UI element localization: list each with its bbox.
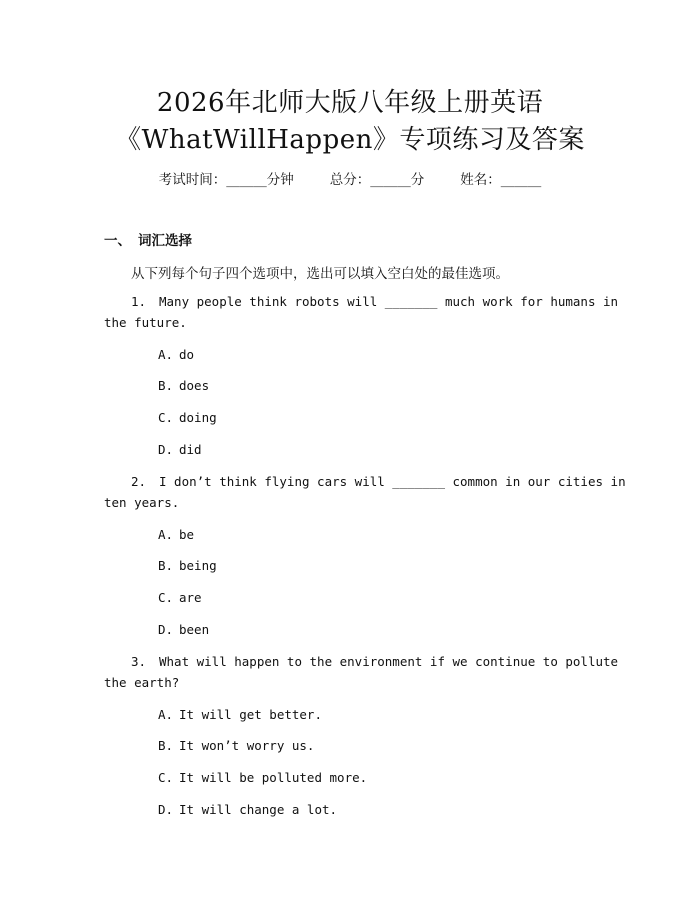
score-unit: 分 bbox=[410, 172, 425, 188]
question-1-line-2: the future. bbox=[104, 315, 187, 330]
question-1-option-b bbox=[158, 378, 209, 393]
option-text: It won’t worry us. bbox=[179, 738, 315, 753]
option-text: do bbox=[179, 347, 195, 362]
name-label: 姓名： bbox=[460, 172, 501, 188]
question-3-number: 3. bbox=[131, 654, 147, 669]
question-2-line-1 bbox=[131, 474, 626, 489]
question-2-text: I don’t think flying cars will _______ common in our cities in bbox=[159, 474, 626, 489]
option-letter: A. bbox=[158, 347, 174, 362]
section-title: 词汇选择 bbox=[138, 233, 192, 249]
option-letter: C. bbox=[158, 770, 174, 785]
question-2-option-b bbox=[158, 558, 217, 573]
document-title-line-1: 2026年北师大版八年级上册英语 bbox=[156, 88, 544, 118]
option-text: did bbox=[179, 442, 202, 457]
question-2-line-2: ten years. bbox=[104, 495, 180, 510]
option-text: does bbox=[179, 378, 210, 393]
time-label: 考试时间： bbox=[158, 172, 227, 188]
option-letter: D. bbox=[158, 442, 174, 457]
question-3-line-1 bbox=[131, 654, 618, 669]
option-letter: D. bbox=[158, 802, 174, 817]
option-text: It will be polluted more. bbox=[179, 770, 368, 785]
section-instruction: 从下列每个句子四个选项中，选出可以填入空白处的最佳选项。 bbox=[131, 266, 509, 282]
question-3-option-d bbox=[158, 802, 337, 817]
question-1-line-1 bbox=[131, 294, 618, 309]
question-3-text: What will happen to the environment if we continue to pollute bbox=[159, 654, 619, 669]
document-title-line-2: 《WhatWillHappen》专项练习及答案 bbox=[115, 125, 585, 155]
question-1-text: Many people think robots will _______ much work for humans in bbox=[159, 294, 619, 309]
section-number: 一、 bbox=[104, 233, 131, 249]
score-label: 总分： bbox=[329, 172, 371, 188]
option-text: been bbox=[179, 622, 210, 637]
option-letter: C. bbox=[158, 410, 174, 425]
question-1-number: 1. bbox=[131, 294, 147, 309]
question-1-option-c bbox=[158, 410, 217, 425]
question-3-option-c bbox=[158, 770, 367, 785]
option-text: doing bbox=[179, 410, 217, 425]
question-2-option-c bbox=[158, 590, 202, 605]
question-3-option-a bbox=[158, 707, 322, 722]
option-text: It will change a lot. bbox=[179, 802, 338, 817]
option-text: are bbox=[179, 590, 202, 605]
option-letter: B. bbox=[158, 738, 174, 753]
option-text: being bbox=[179, 558, 217, 573]
exam-info-row bbox=[0, 168, 700, 188]
question-3-option-b bbox=[158, 738, 314, 753]
question-1-option-d bbox=[158, 442, 202, 457]
option-letter: C. bbox=[158, 590, 174, 605]
option-letter: B. bbox=[158, 378, 174, 393]
question-2-number: 2. bbox=[131, 474, 147, 489]
option-letter: A. bbox=[158, 707, 174, 722]
question-1-option-a bbox=[158, 347, 194, 362]
option-letter: D. bbox=[158, 622, 174, 637]
option-text: It will get better. bbox=[179, 707, 322, 722]
option-letter: B. bbox=[158, 558, 174, 573]
section-heading bbox=[104, 229, 192, 249]
question-2-option-d bbox=[158, 622, 209, 637]
time-unit: 分钟 bbox=[266, 172, 294, 188]
option-text: be bbox=[179, 527, 195, 542]
question-2-option-a bbox=[158, 527, 194, 542]
name-blank: ______ bbox=[500, 172, 542, 188]
score-blank: ______ bbox=[370, 172, 411, 188]
question-3-line-2: the earth? bbox=[104, 675, 180, 690]
option-letter: A. bbox=[158, 527, 174, 542]
time-blank: ______ bbox=[226, 172, 267, 188]
